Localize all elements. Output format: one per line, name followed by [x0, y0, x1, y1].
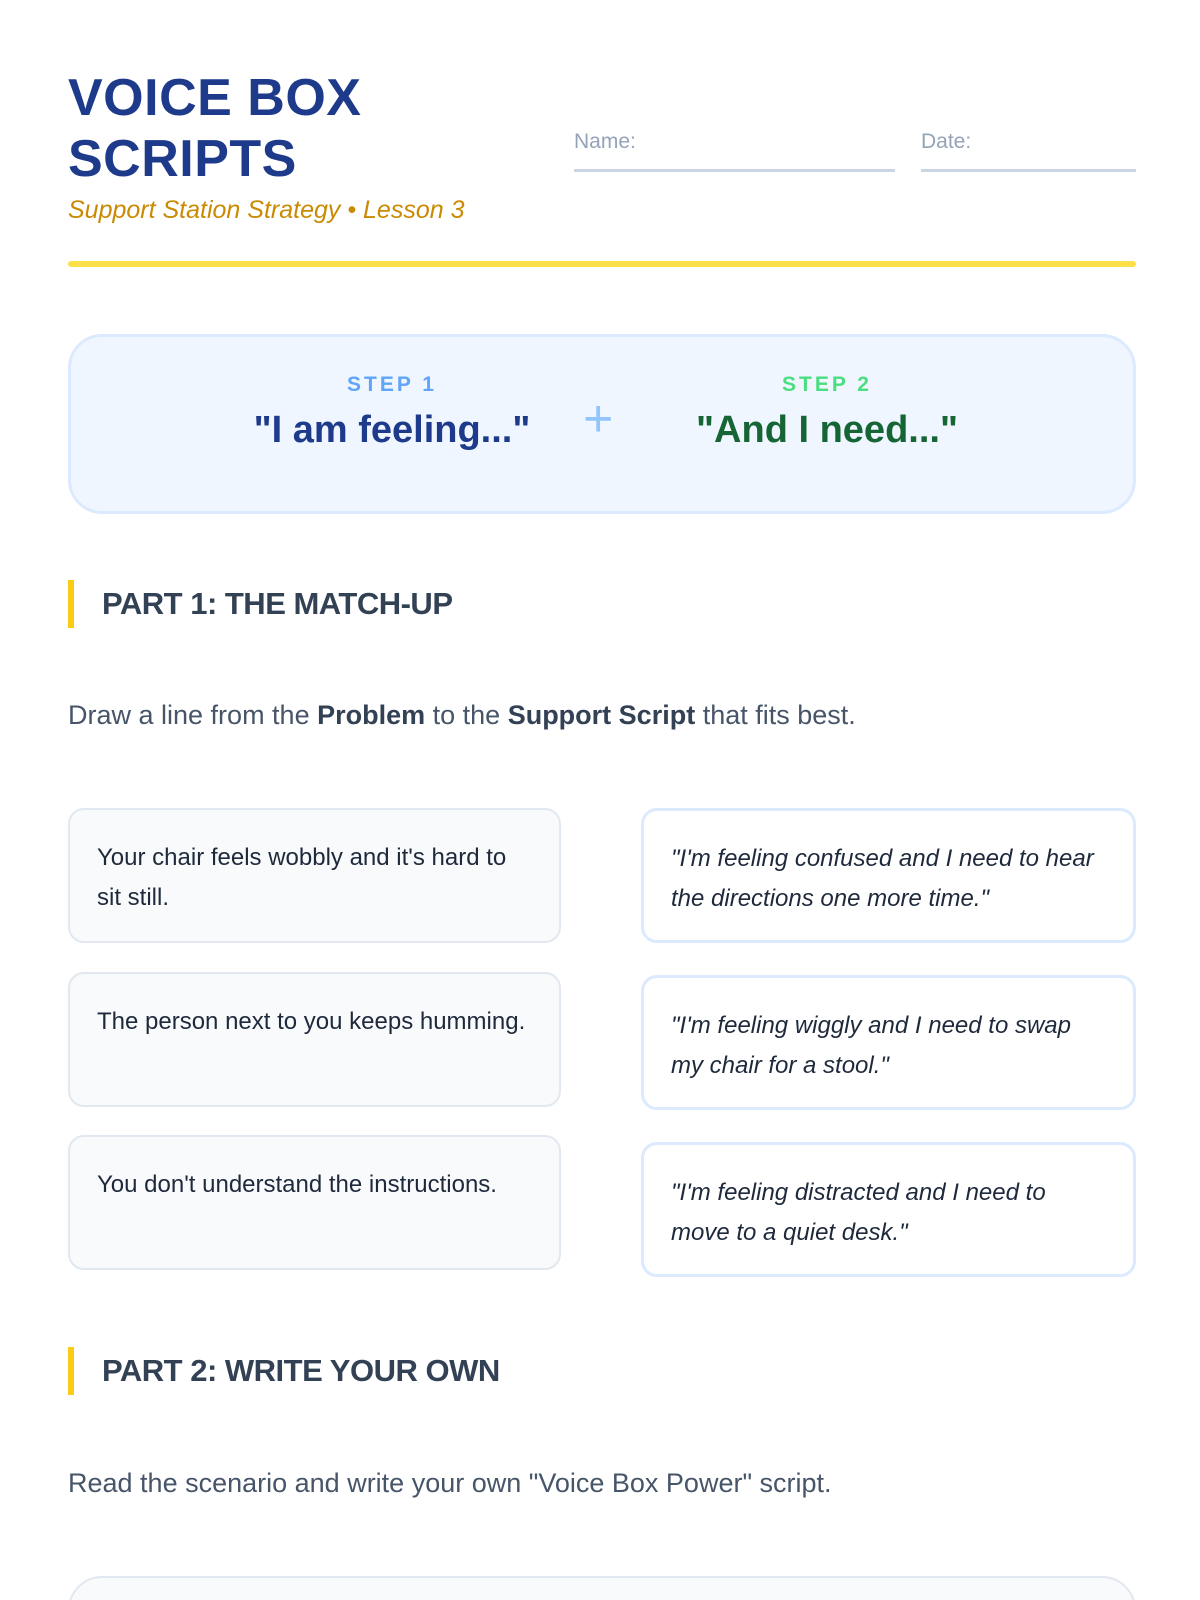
plus-icon: +	[583, 390, 614, 448]
instruction-text: that fits best.	[695, 700, 856, 730]
instruction-problem-word: Problem	[317, 700, 426, 730]
step-1	[192, 373, 592, 452]
date-field[interactable]	[921, 130, 1136, 172]
worksheet-subtitle: Support Station Strategy • Lesson 3	[68, 196, 465, 224]
step-2-label: STEP 2	[782, 373, 872, 396]
part-1-heading	[68, 580, 1136, 628]
problem-card[interactable]: You don't understand the instructions.	[68, 1135, 561, 1270]
problem-card[interactable]: Your chair feels wobbly and it's hard to sit still.	[68, 808, 561, 943]
header-divider	[68, 261, 1136, 267]
step-2	[627, 373, 1027, 452]
worksheet-header	[68, 68, 1136, 268]
part-1-title: PART 1: THE MATCH-UP	[102, 586, 453, 621]
instruction-script-word: Support Script	[507, 700, 696, 730]
instruction-text: to the	[425, 700, 508, 730]
date-label: Date:	[921, 130, 972, 153]
scenario-box	[68, 1576, 1136, 1600]
part-2-title: PART 2: WRITE YOUR OWN	[102, 1353, 500, 1388]
script-card[interactable]: "I'm feeling distracted and I need to move to a quiet desk."	[641, 1142, 1136, 1277]
name-field[interactable]	[574, 130, 895, 172]
part-2-instruction: Read the scenario and write your own "Voice Box Power" script.	[68, 1468, 832, 1498]
instruction-text: Draw a line from the	[68, 700, 318, 730]
part-2-heading	[68, 1347, 1136, 1395]
script-formula-box	[68, 334, 1136, 514]
script-card[interactable]: "I'm feeling confused and I need to hear the directions one more time."	[641, 808, 1136, 943]
worksheet-title: VOICE BOX SCRIPTS	[68, 69, 362, 188]
part-1-instruction	[68, 700, 856, 731]
worksheet-page	[68, 0, 1136, 1600]
step-1-phrase: "I am feeling..."	[253, 409, 531, 451]
script-card[interactable]: "I'm feeling wiggly and I need to swap my chair for a stool."	[641, 975, 1136, 1110]
step-1-label: STEP 1	[347, 373, 437, 396]
name-label: Name:	[574, 130, 636, 153]
problem-card[interactable]: The person next to you keeps humming.	[68, 972, 561, 1107]
step-2-phrase: "And I need..."	[696, 409, 958, 451]
